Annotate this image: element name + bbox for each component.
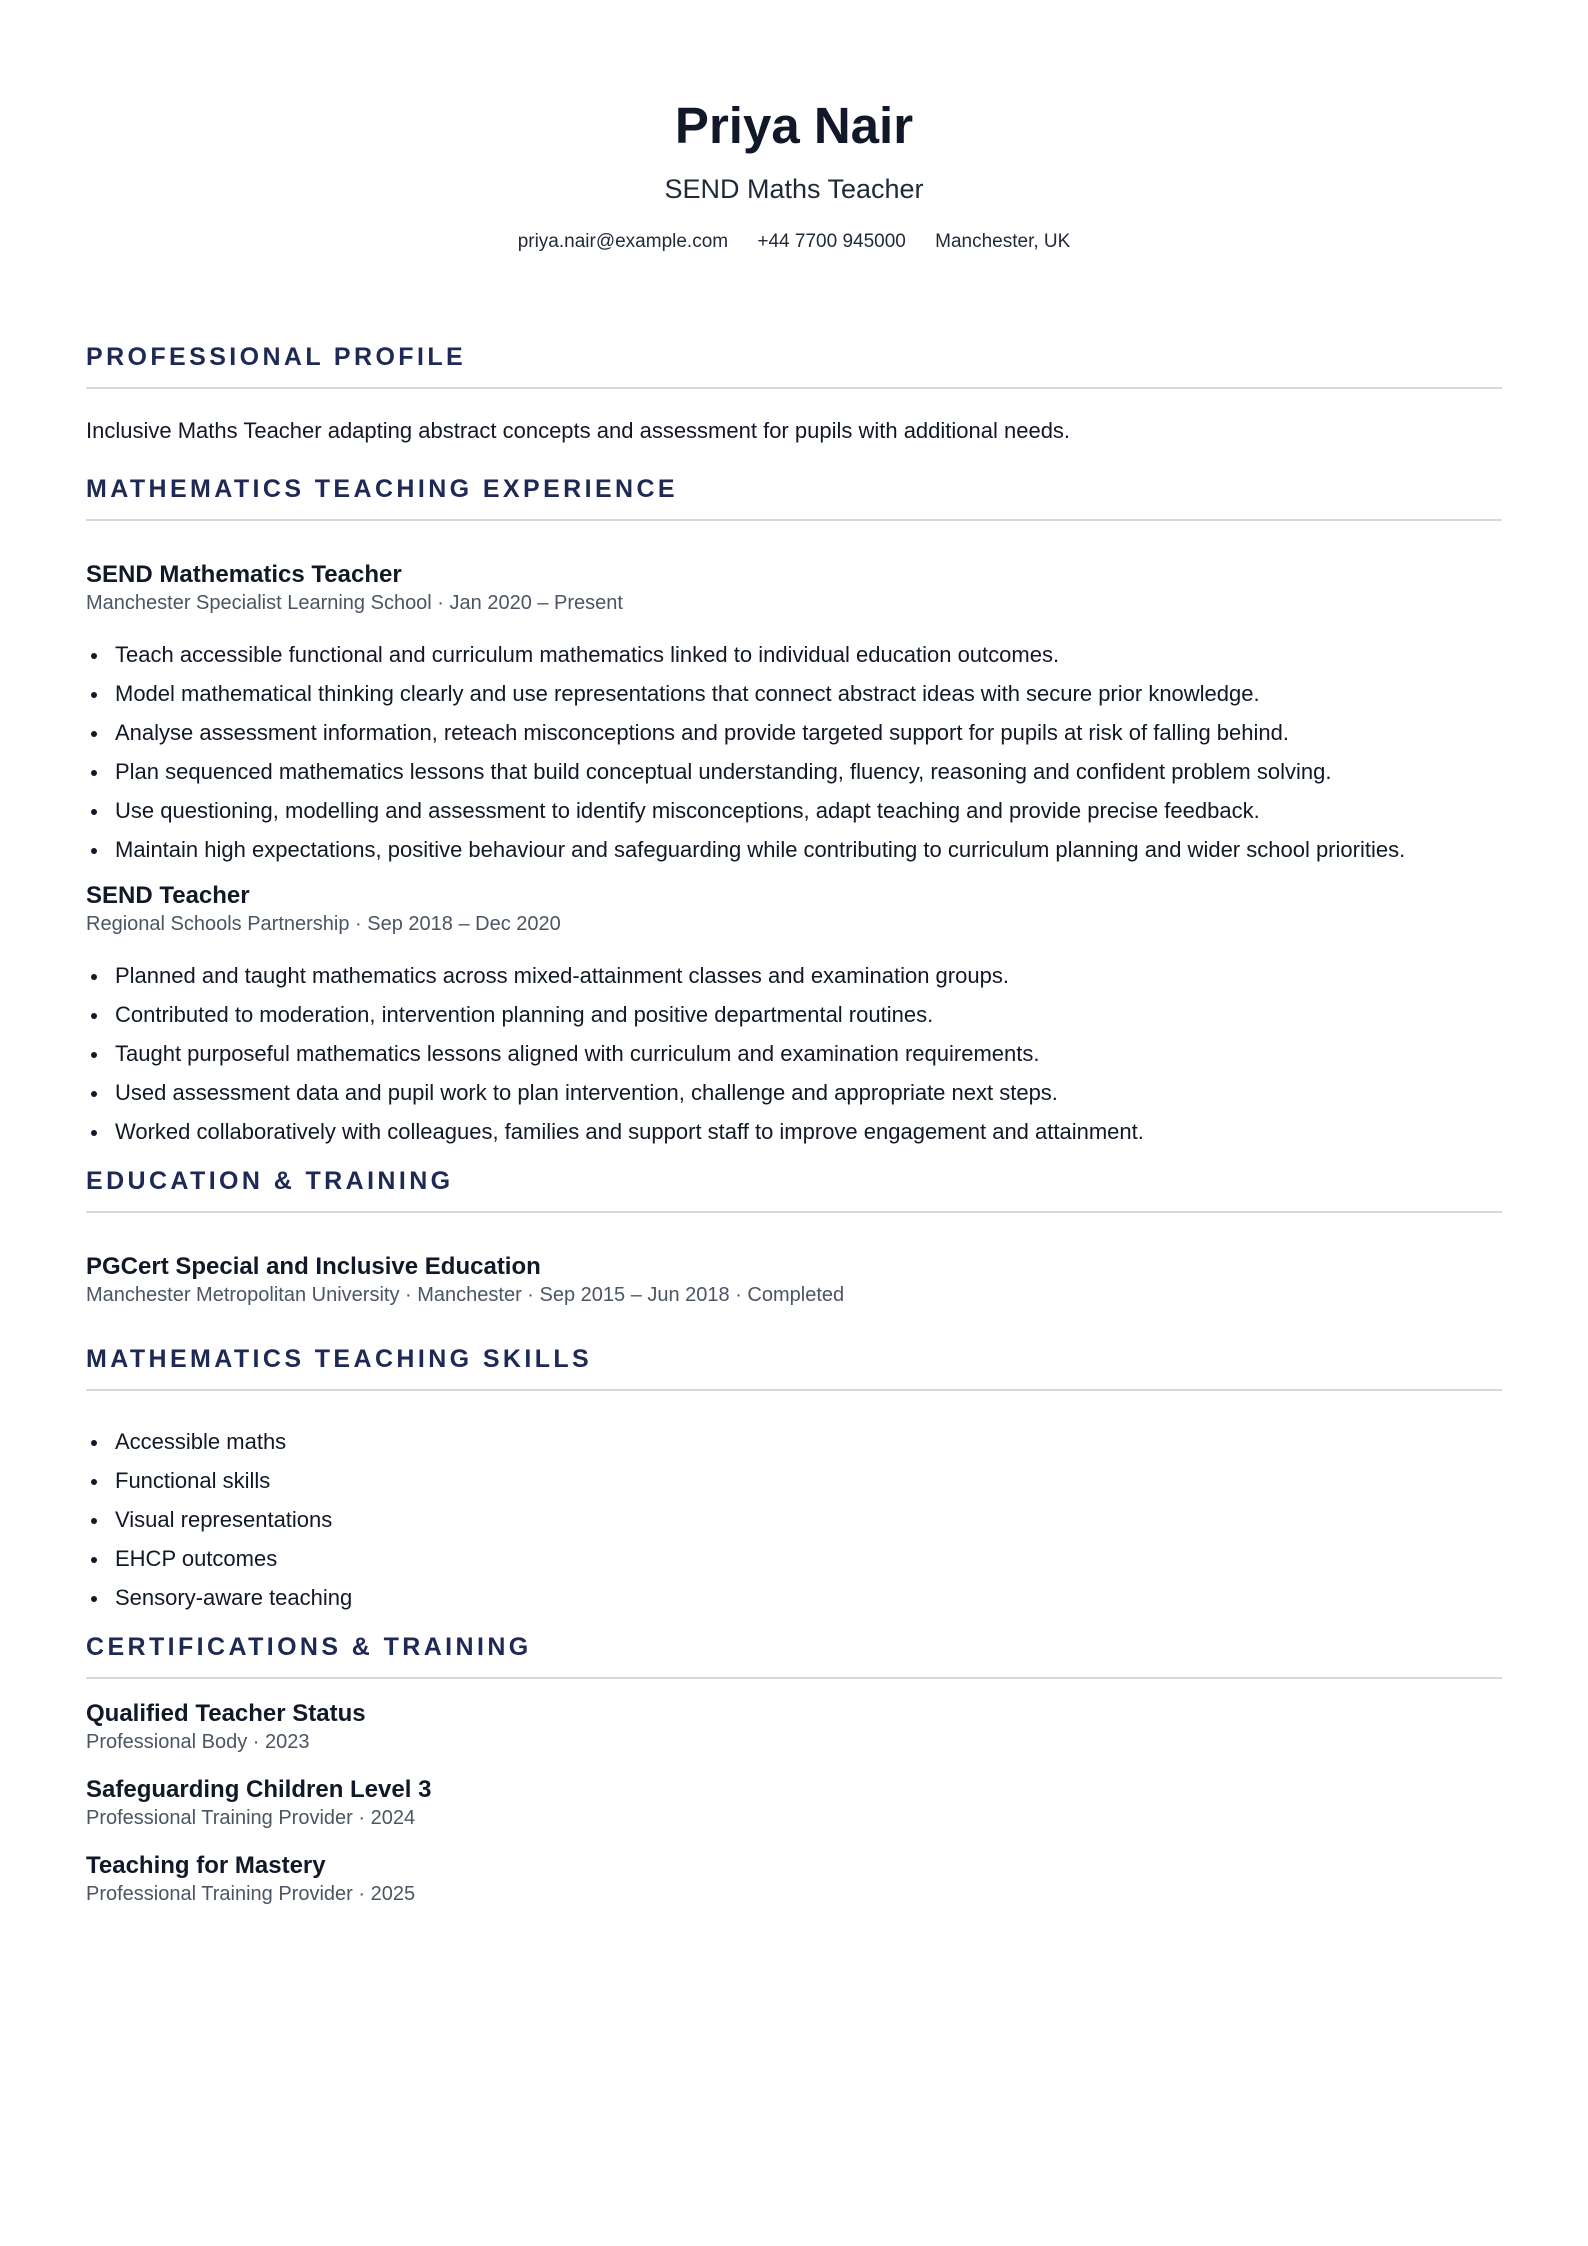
education-degree: PGCert Special and Inclusive Education — [86, 1253, 541, 1280]
contact-email: priya.nair@example.com — [517, 231, 729, 252]
candidate-name: Priya Nair — [674, 97, 914, 154]
education-meta: Manchester Metropolitan University · Manchester · Sep 2015 – Jun 2018 · Completed — [86, 1284, 845, 1306]
list-item: Planned and taught mathematics across mixed-attainment classes and examination groups. — [115, 961, 1502, 991]
list-item: Contributed to moderation, intervention planning and positive departmental routines. — [115, 1000, 1502, 1030]
certification-meta: Professional Training Provider · 2024 — [86, 1807, 416, 1829]
job-entry — [86, 881, 1502, 1147]
certification-meta: Professional Body · 2023 — [86, 1731, 310, 1753]
contact-location: Manchester, UK — [935, 231, 1071, 252]
section-profile — [86, 341, 1502, 446]
candidate-headline: SEND Maths Teacher — [664, 174, 924, 204]
certification-name: Qualified Teacher Status — [86, 1700, 366, 1727]
section-experience — [86, 473, 1502, 1147]
certification-entry — [86, 1699, 1502, 1755]
contact-phone: +44 7700 945000 — [757, 231, 906, 252]
skill-item: Visual representations — [115, 1505, 1502, 1535]
job-bullets — [86, 640, 1502, 865]
job-bullets — [86, 961, 1502, 1147]
contact-line — [86, 229, 1502, 255]
section-title-experience: MATHEMATICS TEACHING EXPERIENCE — [86, 473, 1502, 521]
skill-item: Functional skills — [115, 1466, 1502, 1496]
certification-name: Teaching for Mastery — [86, 1852, 326, 1879]
job-role: SEND Teacher — [86, 882, 250, 909]
section-title-certifications: CERTIFICATIONS & TRAINING — [86, 1631, 1502, 1679]
skill-item: Sensory-aware teaching — [115, 1583, 1502, 1613]
job-meta: Manchester Specialist Learning School · Jan 2020 – Present — [86, 592, 623, 614]
certification-meta: Professional Training Provider · 2025 — [86, 1883, 416, 1905]
profile-summary: Inclusive Maths Teacher adapting abstract concepts and assessment for pupils with additional needs. — [86, 418, 1071, 443]
skills-list — [86, 1427, 1502, 1613]
job-entry — [86, 560, 1502, 865]
list-item: Worked collaboratively with colleagues, families and support staff to improve engagement and attainment. — [115, 1117, 1502, 1147]
section-title-education: EDUCATION & TRAINING — [86, 1165, 1502, 1213]
section-title-skills: MATHEMATICS TEACHING SKILLS — [86, 1343, 1502, 1391]
section-certifications — [86, 1631, 1502, 1907]
education-entry — [86, 1252, 1502, 1308]
list-item: Used assessment data and pupil work to plan intervention, challenge and appropriate next steps. — [115, 1078, 1502, 1108]
certification-entry — [86, 1851, 1502, 1907]
job-role: SEND Mathematics Teacher — [86, 561, 402, 588]
section-skills — [86, 1343, 1502, 1613]
skill-item: EHCP outcomes — [115, 1544, 1502, 1574]
certification-name: Safeguarding Children Level 3 — [86, 1776, 432, 1803]
section-education — [86, 1165, 1502, 1308]
list-item: Model mathematical thinking clearly and use representations that connect abstract ideas with secure prior knowledge. — [115, 679, 1502, 709]
job-meta: Regional Schools Partnership · Sep 2018 – Dec 2020 — [86, 913, 561, 935]
list-item: Taught purposeful mathematics lessons aligned with curriculum and examination requirements. — [115, 1039, 1502, 1069]
certification-entry — [86, 1775, 1502, 1831]
section-title-profile: PROFESSIONAL PROFILE — [86, 341, 1502, 389]
resume-header — [86, 0, 1502, 255]
skill-item: Accessible maths — [115, 1427, 1502, 1457]
list-item: Teach accessible functional and curriculum mathematics linked to individual education outcomes. — [115, 640, 1502, 670]
list-item: Use questioning, modelling and assessment to identify misconceptions, adapt teaching and provide precise feedback. — [115, 796, 1502, 826]
list-item: Analyse assessment information, reteach misconceptions and provide targeted support for pupils at risk of falling behind. — [115, 718, 1502, 748]
list-item: Maintain high expectations, positive behaviour and safeguarding while contributing to curriculum planning and wider school priorities. — [115, 835, 1502, 865]
list-item: Plan sequenced mathematics lessons that build conceptual understanding, fluency, reasoning and confident problem solving. — [115, 757, 1502, 787]
